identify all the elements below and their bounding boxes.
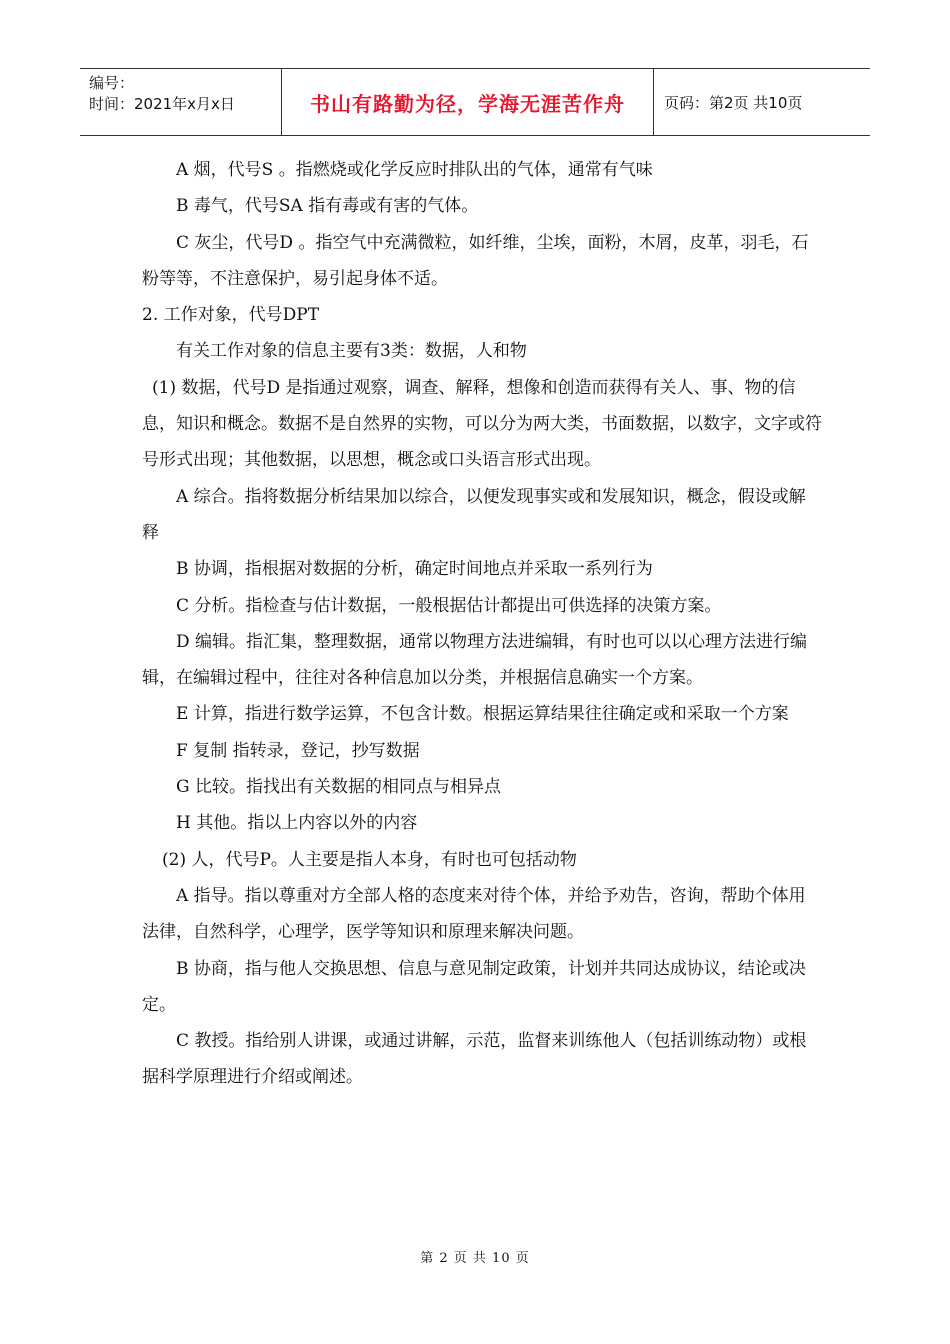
paragraph: B 协调，指根据对数据的分析，确定时间地点并采取一系列行为 xyxy=(176,559,653,580)
paragraph: E 计算，指进行数学运算，不包含计数。根据运算结果往往确定或和采取一个方案 xyxy=(176,704,789,725)
paragraph: D 编辑。指汇集，整理数据，通常以物理方法进编辑，有时也可以以心理方法进行编辑，在编辑过程中，往往对各种信息加以分类，并根据信息确实一个方案。 xyxy=(142,631,808,689)
document-date: 时间：2021年x月x日 xyxy=(89,95,235,113)
paragraph: A 综合。指将数据分析结果加以综合，以便发现事实或和发展知识，概念，假设或解释 xyxy=(142,486,806,543)
paragraph: G 比较。指找出有关数据的相同点与相异点 xyxy=(176,777,501,798)
subsection-paragraph: (1) 数据，代号D 是指通过观察，调查、解释，想像和创造而获得有关人、事、物的信息，知识和概念。数据不是自然界的实物，可以分为两大类，书面数据，以数字，文字或符号形式出现；其他数据，以思想，概念或口头语言形式出现。 xyxy=(142,377,822,471)
document-code-label: 编号： xyxy=(89,74,135,92)
page-footer: 第 2 页 共 10 页 xyxy=(420,1251,530,1266)
paragraph: A 指导。指以尊重对方全部人格的态度来对待个体，并给予劝告，咨询，帮助个体用法律，自然科学，心理学，医学等知识和原理来解决问题。 xyxy=(142,885,806,943)
paragraph: B 毒气，代号SA 指有毒或有害的气体。 xyxy=(176,196,479,217)
paragraph: A 烟，代号S 。指燃烧或化学反应时排队出的气体，通常有气味 xyxy=(176,160,653,180)
header-motto: 书山有路勤为径，学海无涯苦作舟 xyxy=(310,91,625,116)
header-page-cell xyxy=(654,69,870,135)
section-heading: 2. 工作对象，代号DPT xyxy=(142,305,320,326)
paragraph: B 协商，指与他人交换思想、信息与意见制定政策，计划并共同达成协议，结论或决定。 xyxy=(142,958,806,1015)
document-body xyxy=(142,152,822,1096)
paragraph: C 教授。指给别人讲课，或通过讲解，示范，监督来训练他人（包括训练动物）或根据科学原理进行介绍或阐述。 xyxy=(142,1031,807,1088)
paragraph: H 其他。指以上内容以外的内容 xyxy=(176,813,418,834)
subsection-paragraph: (2) 人，代号P。人主要是指人本身，有时也可包括动物 xyxy=(162,849,577,870)
paragraph: C 分析。指检查与估计数据，一般根据估计都提出可供选择的决策方案。 xyxy=(176,595,722,616)
paragraph: 有关工作对象的信息主要有3类：数据，人和物 xyxy=(176,341,527,362)
header-page-info: 页码：第2页 共10页 xyxy=(664,93,803,112)
paragraph: F 复制 指转录，登记，抄写数据 xyxy=(176,740,420,761)
header-motto-cell xyxy=(282,69,654,135)
paragraph: C 灰尘，代号D 。指空气中充满微粒，如纤维，尘埃，面粉，木屑，皮革，羽毛，石粉等等，不注意保护，易引起身体不适。 xyxy=(142,232,809,289)
page-header xyxy=(80,68,870,136)
header-meta xyxy=(80,69,282,135)
